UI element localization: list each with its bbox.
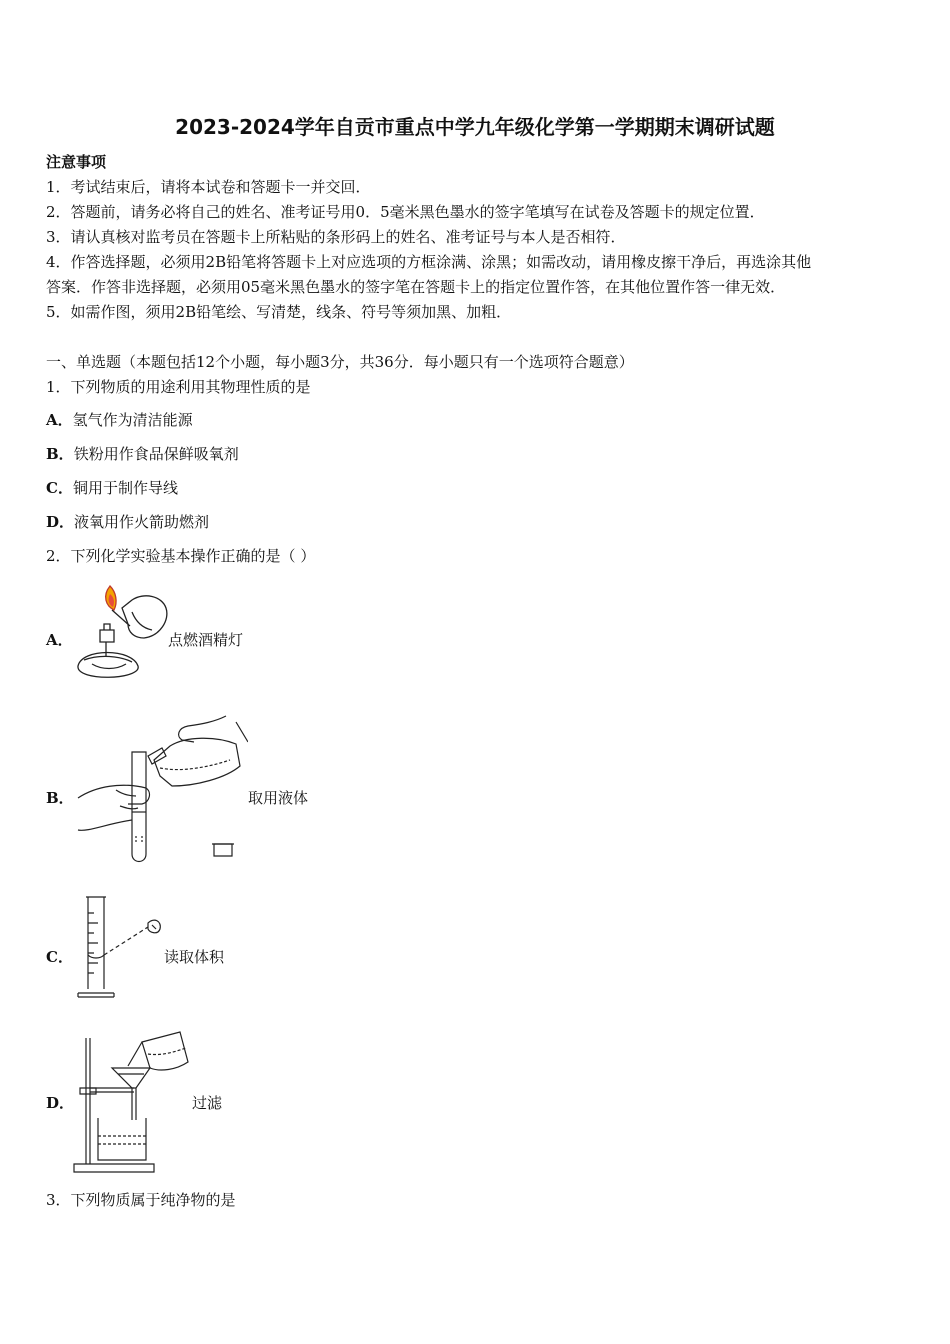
- question-3-stem: 3．下列物质属于纯净物的是: [46, 1191, 236, 1209]
- question-1-stem: 1．下列物质的用途利用其物理性质的是: [46, 378, 311, 396]
- option-label: C．: [46, 479, 73, 497]
- notice-heading: 注意事项: [46, 153, 107, 171]
- q1-option-c: [46, 478, 178, 498]
- q2-option-a-caption: 点燃酒精灯: [168, 631, 244, 649]
- filtration-apparatus-figure: [70, 1024, 194, 1176]
- q2-option-c-caption: 读取体积: [164, 948, 225, 966]
- page-title: 2023-2024学年自贡市重点中学九年级化学第一学期期末调研试题: [175, 115, 775, 139]
- q2-option-a-label: A．: [46, 631, 73, 649]
- notice-item: 2．答题前，请务必将自己的姓名、准考证号用0．5毫米黑色墨水的签字笔填写在试卷及答题卡的规定位置．: [46, 203, 765, 221]
- q2-option-b-label: B．: [46, 789, 74, 807]
- notice-item: 1．考试结束后，请将本试卷和答题卡一并交回．: [46, 178, 371, 196]
- option-text: 氢气作为清洁能源: [72, 411, 193, 429]
- option-text: 铜用于制作导线: [72, 479, 178, 497]
- q2-option-c-label: C．: [46, 948, 73, 966]
- notice-item: 答案．作答非选择题，必须用05毫米黑色墨水的签字笔在答题卡上的指定位置作答，在其他位置作答一律无效．: [46, 278, 786, 296]
- q1-option-d: [46, 512, 209, 532]
- alcohol-lamp-lighting-figure: [72, 578, 172, 683]
- option-text: 液氧用作火箭助燃剂: [74, 513, 210, 531]
- option-label: B．: [46, 445, 74, 463]
- option-label: A．: [46, 411, 73, 429]
- pouring-liquid-figure: [76, 712, 248, 867]
- section-heading: 一、单选题（本题包括12个小题，每小题3分，共36分．每小题只有一个选项符合题意）: [46, 353, 634, 371]
- option-label: D．: [46, 513, 75, 531]
- q1-option-b: [46, 444, 239, 464]
- notice-item: 3．请认真核对监考员在答题卡上所粘贴的条形码上的姓名、准考证号与本人是否相符．: [46, 228, 626, 246]
- option-text: 铁粉用作食品保鲜吸氧剂: [73, 445, 239, 463]
- q2-option-d-label: D．: [46, 1094, 75, 1112]
- graduated-cylinder-reading-figure: [72, 893, 164, 1003]
- q2-option-d-caption: 过滤: [192, 1094, 223, 1112]
- q1-option-a: [46, 410, 193, 430]
- q2-option-b-caption: 取用液体: [248, 789, 309, 807]
- notice-item: 4．作答选择题，必须用2B铅笔将答题卡上对应选项的方框涂满、涂黑；如需改动，请用橡皮擦干净后，再选涂其他: [46, 253, 812, 271]
- notice-item: 5．如需作图，须用2B铅笔绘、写清楚，线条、符号等须加黑、加粗．: [46, 303, 512, 321]
- question-2-stem: 2．下列化学实验基本操作正确的是（ ）: [46, 547, 316, 565]
